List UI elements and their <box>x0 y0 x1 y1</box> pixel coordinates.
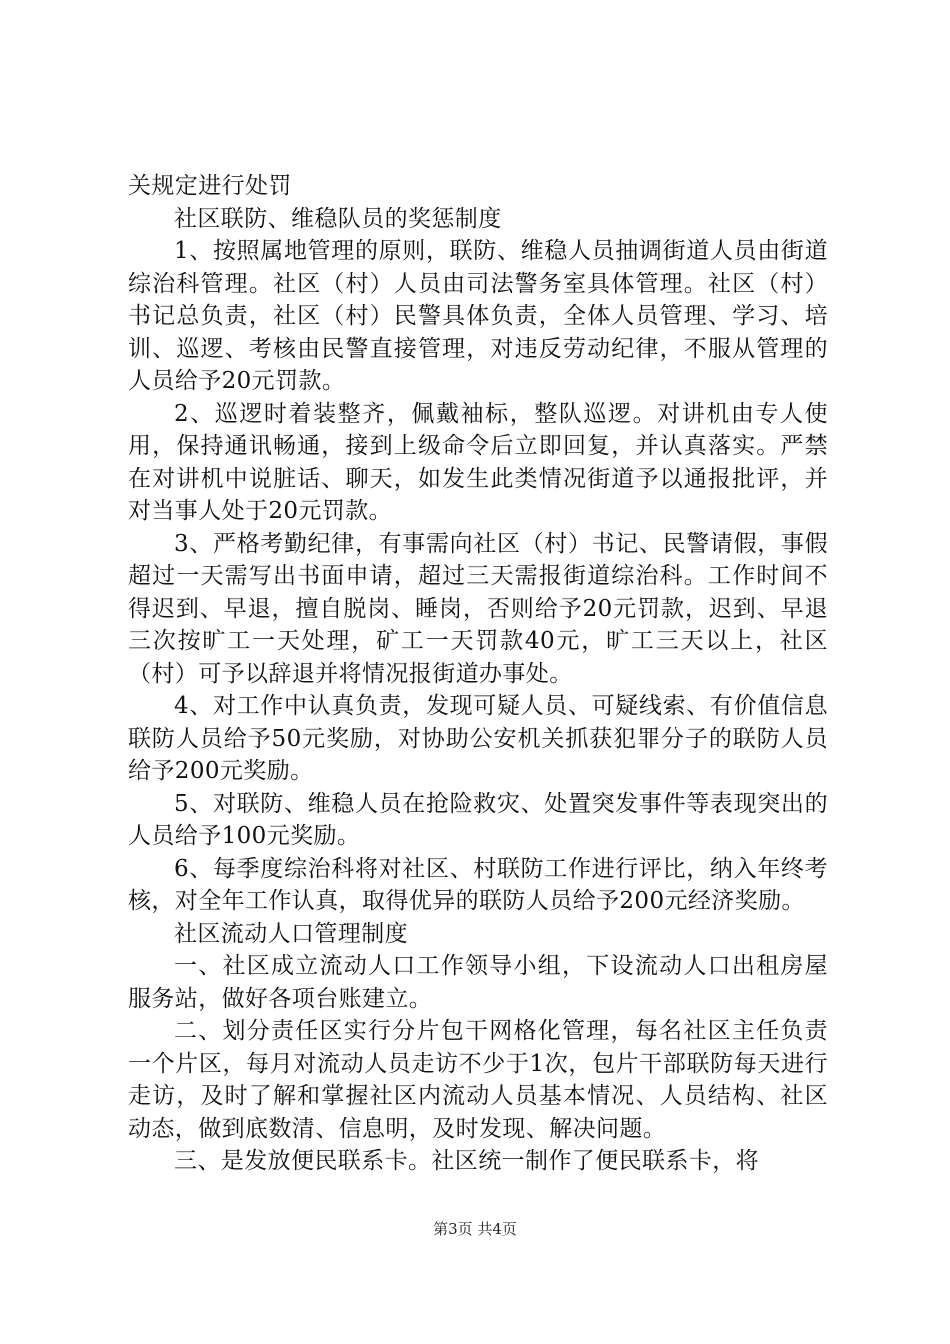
paragraph: 1、按照属地管理的原则，联防、维稳人员抽调街道人员由街道综治科管理。社区（村）人员由司法警务室具体管理。社区（村）书记总负责，社区（村）民警具体负责，全体人员管理、学习、培训、巡逻、考核由民警直接管理，对违反劳动纪律，不服从管理的人员给予20元罚款。 <box>128 238 828 394</box>
paragraph: 5、对联防、维稳人员在抢险救灾、处置突发事件等表现突出的人员给予100元奖励。 <box>128 790 828 849</box>
section-heading: 社区联防、维稳队员的奖惩制度 <box>174 205 502 232</box>
paragraph: 6、每季度综治科将对社区、村联防工作进行评比，纳入年终考核，对全年工作认真，取得优异的联防人员给予200元经济奖励。 <box>128 855 828 914</box>
paragraph: 一、社区成立流动人口工作领导小组，下设流动人口出租房屋服务站，做好各项台账建立。 <box>128 953 828 1012</box>
paragraph: 二、划分责任区实行分片包干网格化管理，每名社区主任负责一个片区，每月对流动人员走访不少于1次，包片干部联防每天进行走访，及时了解和掌握社区内流动人员基本情况、人员结构、社区动态，做到底数清、信息明，及时发现、解决问题。 <box>128 1018 828 1142</box>
paragraph: 2、巡逻时着装整齐，佩戴袖标，整队巡逻。对讲机由专人使用，保持通讯畅通，接到上级命令后立即回复，并认真落实。严禁在对讲机中说脏话、聊天，如发生此类情况街道予以通报批评，并对当事人处于20元罚款。 <box>128 400 828 524</box>
paragraph: 4、对工作中认真负责，发现可疑人员、可疑线索、有价值信息联防人员给予50元奖励，对协助公安机关抓获犯罪分子的联防人员给予200元奖励。 <box>128 693 828 784</box>
paragraph: 三、是发放便民联系卡。社区统一制作了便民联系卡，将 <box>174 1148 759 1174</box>
paragraph: 关规定进行处罚 <box>128 173 292 199</box>
document-body <box>128 170 828 1178</box>
paragraph: 3、严格考勤纪律，有事需向社区（村）书记、民警请假，事假超过一天需写出书面申请，超过三天需报街道综治科。工作时间不得迟到、早退，擅自脱岗、睡岗，否则给予20元罚款，迟到、早退三次按旷工一天处理，矿工一天罚款40元，旷工三天以上，社区（村）可予以辞退并将情况报街道办事处。 <box>128 530 828 687</box>
section-heading: 社区流动人口管理制度 <box>174 920 408 947</box>
page-number-footer: 第3页 共4页 <box>433 1220 517 1238</box>
